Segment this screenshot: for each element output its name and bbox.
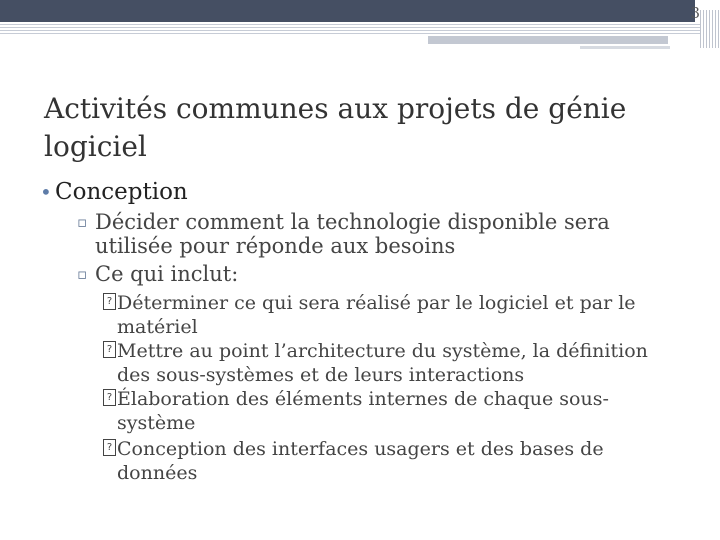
list-item-text: Déterminer ce qui sera réalisé par le logiciel et par le matériel (117, 292, 636, 338)
missing-glyph-icon: ? (103, 341, 116, 358)
list-item (106, 437, 687, 485)
sub-bullet-decider (77, 210, 685, 258)
missing-glyph-icon: ? (103, 439, 116, 456)
list-item-text: Conception des interfaces usagers et des bases de données (117, 438, 604, 484)
list-item-text: Élaboration des éléments internes de chaque sous-système (117, 388, 609, 434)
missing-glyph-icon: ? (103, 293, 116, 310)
bullet-conception (40, 177, 188, 207)
page-number: 3 (690, 4, 700, 22)
sub-bullet-text: Ce qui inclut: (95, 262, 239, 286)
slide-header-bar (0, 0, 695, 22)
sub-bullet-inclut (77, 262, 685, 286)
missing-glyph-icon: ? (103, 389, 116, 406)
bullet-text: Conception (55, 179, 188, 205)
header-accent (428, 36, 668, 44)
list-item (106, 387, 687, 435)
header-accent-thin (580, 46, 670, 49)
list-item (106, 339, 687, 387)
slide-title: Activités communes aux projets de génie logiciel (44, 92, 627, 163)
header-band (0, 22, 700, 34)
bullet-dot-icon: • (40, 180, 52, 204)
list-item (106, 291, 687, 339)
corner-stripes (700, 10, 720, 48)
square-bullet-icon: ▫ (77, 213, 88, 231)
list-item-text: Mettre au point l’architecture du système, la définition des sous-systèmes et de leurs interactions (117, 340, 648, 386)
square-bullet-icon: ▫ (77, 265, 88, 283)
sub-bullet-text: Décider comment la technologie disponible sera utilisée pour réponde aux besoins (95, 210, 610, 258)
